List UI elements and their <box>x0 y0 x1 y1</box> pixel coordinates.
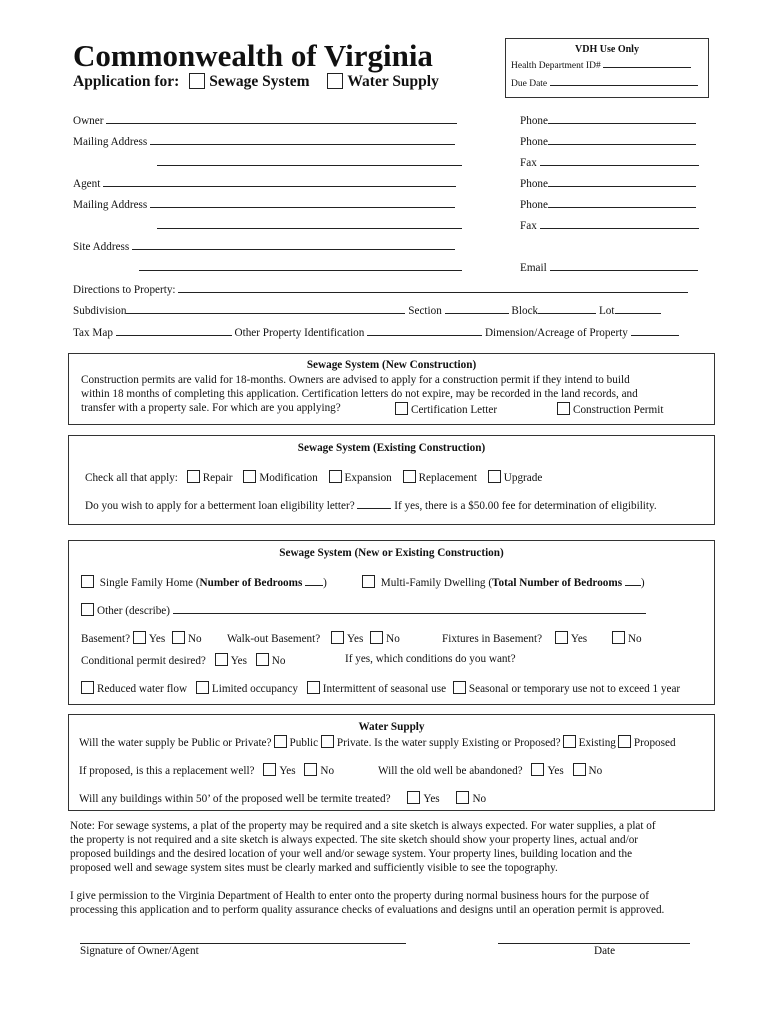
site-address-field[interactable] <box>132 239 455 250</box>
owner-fax-field[interactable] <box>540 155 699 166</box>
mailing-address-label: Mailing Address <box>73 199 148 211</box>
new-construction-line1: Construction permits are valid for 18-months. Owners are advised to apply for a construction permit if they intend to build <box>81 374 630 386</box>
modification-checkbox[interactable] <box>243 470 256 483</box>
water-supply-label: Water Supply <box>347 73 439 90</box>
replacement-checkbox[interactable] <box>403 470 416 483</box>
due-date-label: Due Date <box>511 79 548 89</box>
email-field[interactable] <box>550 260 698 271</box>
replacement-no-checkbox[interactable] <box>304 763 317 776</box>
other-label: Other (describe) <box>97 605 170 617</box>
basement-no-label: No <box>187 633 202 645</box>
public-checkbox[interactable] <box>274 735 287 748</box>
other-id-label: Other Property Identification <box>234 327 365 339</box>
owner-mailing-field[interactable] <box>150 134 455 145</box>
date-label: Date <box>594 945 616 957</box>
owner-phone-row <box>520 113 696 127</box>
owner-row <box>73 113 457 127</box>
site-address-label: Site Address <box>73 241 130 253</box>
termite-question: Will any buildings within 50’ of the proposed well be termite treated? <box>79 793 391 805</box>
water-supply-checkbox[interactable] <box>327 73 343 89</box>
betterment-question: Do you wish to apply for a betterment loan eligibility letter? <box>85 500 355 512</box>
replacement-yes-label: Yes <box>279 765 296 777</box>
abandoned-yes-checkbox[interactable] <box>531 763 544 776</box>
construction-permit-option <box>557 402 663 416</box>
multi-family-checkbox[interactable] <box>362 575 375 588</box>
lot-label: Lot <box>598 305 615 317</box>
modification-label: Modification <box>259 472 318 484</box>
expansion-checkbox[interactable] <box>329 470 342 483</box>
new-construction-line3: transfer with a property sale. For which are you applying? <box>81 402 341 414</box>
tax-map-label: Tax Map <box>73 327 113 339</box>
agent-mailing-field[interactable] <box>150 197 455 208</box>
private-checkbox[interactable] <box>321 735 334 748</box>
block-field[interactable] <box>538 303 596 314</box>
conditional-row <box>81 653 285 667</box>
date-field[interactable] <box>498 933 690 944</box>
agent-label: Agent <box>73 178 101 190</box>
seasonal-temporary-label: Seasonal or temporary use not to exceed 1 year <box>468 683 681 695</box>
betterment-note: If yes, there is a $50.00 fee for determination of eligibility. <box>394 500 657 512</box>
replacement-well-question: If proposed, is this a replacement well? <box>79 765 255 777</box>
new-construction-title: Sewage System (New Construction) <box>306 359 477 371</box>
conditional-yes-label: Yes <box>230 655 247 667</box>
permission-line1: I give permission to the Virginia Department of Health to enter onto the property during normal business hours for the purpose of <box>70 890 649 902</box>
fixtures-no-label: No <box>627 633 642 645</box>
phone-label: Phone <box>520 115 548 127</box>
vdh-use-only-box <box>505 38 709 98</box>
agent-mailing-line2 <box>157 218 462 232</box>
walkout-yes-label: Yes <box>347 633 364 645</box>
expansion-label: Expansion <box>344 472 392 484</box>
new-construction-section <box>68 353 715 425</box>
owner-phone2-field[interactable] <box>548 134 696 145</box>
subdivision-row <box>73 303 661 317</box>
basement-yes-checkbox[interactable] <box>133 631 146 644</box>
directions-field[interactable] <box>178 282 688 293</box>
site-address-line2 <box>139 260 462 274</box>
public-label: Public <box>289 737 319 749</box>
phone-label: Phone <box>520 178 548 190</box>
new-construction-line2: within 18 months of completing this application. Certification letters do not expire, may be recorded in the land records, and <box>81 388 638 400</box>
single-family-label: Single Family Home ( <box>99 577 200 589</box>
abandoned-no-label: No <box>588 765 603 777</box>
walkout-no-label: No <box>386 633 400 645</box>
certification-letter-label: Certification Letter <box>411 404 498 416</box>
other-describe-row <box>81 603 646 617</box>
email-label: Email <box>520 262 547 274</box>
note-line4: proposed well and sewage system sites must be clearly marked and sufficiently visible to see the topography. <box>70 862 558 874</box>
limited-occupancy-checkbox[interactable] <box>196 681 209 694</box>
betterment-field[interactable] <box>357 498 391 509</box>
fixtures-row <box>442 631 642 645</box>
owner-phone-field[interactable] <box>548 113 696 124</box>
health-id-label: Health Department ID# <box>511 61 601 71</box>
multi-family-option: Multi-Family Dwelling (Total Number of Bedrooms ) <box>362 575 645 589</box>
abandoned-question: Will the old well be abandoned? <box>378 765 523 777</box>
termite-no-checkbox[interactable] <box>456 791 469 804</box>
email-row <box>520 260 698 274</box>
basement-no-checkbox[interactable] <box>172 631 185 644</box>
basement-yes-label: Yes <box>148 633 166 645</box>
note-line2: the property is not required and a site sketch is always expected. The site sketch should show your property lines, actual and/or <box>70 834 639 846</box>
replacement-yes-checkbox[interactable] <box>263 763 276 776</box>
owner-mailing-row <box>73 134 455 148</box>
fixtures-label: Fixtures in Basement? <box>442 633 543 645</box>
agent-fax-row <box>520 218 699 232</box>
termite-yes-checkbox[interactable] <box>407 791 420 804</box>
fax-label: Fax <box>520 157 537 169</box>
existing-construction-section <box>68 435 715 525</box>
owner-mailing2-field[interactable] <box>157 155 462 166</box>
note-line1: Note: For sewage systems, a plat of the property may be required and a site sketch is always expected. For water supplies, a plat of <box>70 820 656 832</box>
certification-letter-checkbox[interactable] <box>395 402 408 415</box>
signature-field[interactable] <box>80 933 406 944</box>
due-date-row <box>511 75 698 89</box>
termite-no-label: No <box>472 793 487 805</box>
upgrade-checkbox[interactable] <box>488 470 501 483</box>
sewage-system-checkbox[interactable] <box>189 73 205 89</box>
repair-label: Repair <box>202 472 233 484</box>
dimension-label: Dimension/Acreage of Property <box>484 327 628 339</box>
agent-phone2-row <box>520 197 696 211</box>
agent-phone2-field[interactable] <box>548 197 696 208</box>
conditions-question: If yes, which conditions do you want? <box>345 653 516 665</box>
construction-permit-checkbox[interactable] <box>557 402 570 415</box>
other-checkbox[interactable] <box>81 603 94 616</box>
certification-letter-option <box>395 402 497 416</box>
existing-label: Existing <box>578 737 616 749</box>
conditional-no-label: No <box>271 655 286 667</box>
conditional-label: Conditional permit desired? <box>81 655 206 667</box>
walkout-row <box>227 631 400 645</box>
termite-row <box>79 791 486 805</box>
single-family-checkbox[interactable] <box>81 575 94 588</box>
page-title: Commonwealth of Virginia <box>73 38 433 73</box>
fixtures-yes-label: Yes <box>570 633 588 645</box>
agent-fax-field[interactable] <box>540 218 699 229</box>
site-address2-field[interactable] <box>139 260 462 271</box>
public-private-question: Will the water supply be Public or Private? <box>79 737 272 749</box>
dimension-field[interactable] <box>631 325 679 336</box>
sewage-system-label: Sewage System <box>209 73 310 90</box>
phone-label: Phone <box>520 136 548 148</box>
conditional-no-checkbox[interactable] <box>256 653 269 666</box>
subdivision-field[interactable] <box>126 303 405 314</box>
agent-field[interactable] <box>103 176 456 187</box>
replacement-label: Replacement <box>418 472 477 484</box>
directions-row <box>73 282 688 296</box>
total-bedrooms-field[interactable] <box>625 575 641 586</box>
note-line3: proposed buildings and the desired location of your well and/or sewage system. Your property lines, building location and the <box>70 848 633 860</box>
tax-map-field[interactable] <box>116 325 232 336</box>
owner-mailing-line2 <box>157 155 462 169</box>
agent-row <box>73 176 456 190</box>
termite-yes-label: Yes <box>423 793 440 805</box>
private-label: Private. Is the water supply Existing or Proposed? <box>336 737 561 749</box>
fixtures-yes-checkbox[interactable] <box>555 631 568 644</box>
health-id-field[interactable] <box>603 57 691 68</box>
reduced-water-flow-label: Reduced water flow <box>97 683 188 695</box>
fax-label: Fax <box>520 220 537 232</box>
basement-label: Basement? <box>81 633 131 645</box>
replacement-well-row <box>79 763 334 777</box>
proposed-label: Proposed <box>633 737 676 749</box>
owner-label: Owner <box>73 115 104 127</box>
agent-phone-field[interactable] <box>548 176 696 187</box>
signature-label: Signature of Owner/Agent <box>80 945 199 957</box>
intermittent-seasonal-checkbox[interactable] <box>307 681 320 694</box>
other-id-field[interactable] <box>367 325 482 336</box>
abandoned-no-checkbox[interactable] <box>573 763 586 776</box>
vdh-title: VDH Use Only <box>575 44 639 55</box>
betterment-row <box>85 498 657 512</box>
water-supply-section <box>68 714 715 811</box>
owner-field[interactable] <box>106 113 457 124</box>
seasonal-temporary-checkbox[interactable] <box>453 681 466 694</box>
application-for-row <box>73 73 439 91</box>
tax-map-row <box>73 325 679 339</box>
repair-checkbox[interactable] <box>187 470 200 483</box>
other-describe-field[interactable] <box>173 603 646 614</box>
block-label: Block <box>511 305 539 317</box>
permission-line2: processing this application and to perform quality assurance checks of evaluations and designs until an operation permit is approved. <box>70 904 665 916</box>
water-supply-title: Water Supply <box>358 721 425 733</box>
reduced-water-flow-checkbox[interactable] <box>81 681 94 694</box>
check-all-label: Check all that apply: <box>85 472 178 484</box>
number-bedrooms-label: Number of Bedrooms <box>199 577 303 589</box>
upgrade-label: Upgrade <box>503 472 543 484</box>
new-or-existing-title: Sewage System (New or Existing Construction) <box>279 547 504 559</box>
proposed-checkbox[interactable] <box>618 735 631 748</box>
mailing-address-label: Mailing Address <box>73 136 148 148</box>
abandoned-row <box>378 763 602 777</box>
agent-phone-row <box>520 176 696 190</box>
fixtures-no-checkbox[interactable] <box>612 631 625 644</box>
check-all-row <box>85 470 542 484</box>
basement-row <box>81 631 202 645</box>
public-private-row <box>79 735 676 749</box>
conditional-yes-checkbox[interactable] <box>215 653 228 666</box>
number-bedrooms-field[interactable] <box>305 575 323 586</box>
application-for-label: Application for: <box>73 73 180 90</box>
new-or-existing-section <box>68 540 715 705</box>
abandoned-yes-label: Yes <box>547 765 564 777</box>
multi-family-label: Multi-Family Dwelling ( <box>380 577 493 589</box>
lot-field[interactable] <box>615 303 661 314</box>
health-id-row <box>511 57 691 71</box>
single-family-option: Single Family Home (Number of Bedrooms ) <box>81 575 327 589</box>
walkout-label: Walk-out Basement? <box>227 633 321 645</box>
owner-phone2-row <box>520 134 696 148</box>
section-label: Section <box>408 305 442 317</box>
existing-checkbox[interactable] <box>563 735 576 748</box>
conditions-row <box>81 681 680 695</box>
agent-mailing2-field[interactable] <box>157 218 462 229</box>
site-address-row <box>73 239 455 253</box>
intermittent-seasonal-label: Intermittent of seasonal use <box>322 683 447 695</box>
directions-label: Directions to Property: <box>73 284 176 296</box>
walkout-yes-checkbox[interactable] <box>331 631 344 644</box>
construction-permit-label: Construction Permit <box>573 404 664 416</box>
existing-construction-title: Sewage System (Existing Construction) <box>297 442 486 454</box>
owner-fax-row <box>520 155 699 169</box>
limited-occupancy-label: Limited occupancy <box>211 683 298 695</box>
due-date-field[interactable] <box>550 75 698 86</box>
walkout-no-checkbox[interactable] <box>370 631 383 644</box>
subdivision-label: Subdivision <box>73 305 127 317</box>
phone-label: Phone <box>520 199 548 211</box>
replacement-no-label: No <box>320 765 335 777</box>
agent-mailing-row <box>73 197 455 211</box>
section-field[interactable] <box>445 303 509 314</box>
total-bedrooms-label: Total Number of Bedrooms <box>492 577 623 589</box>
